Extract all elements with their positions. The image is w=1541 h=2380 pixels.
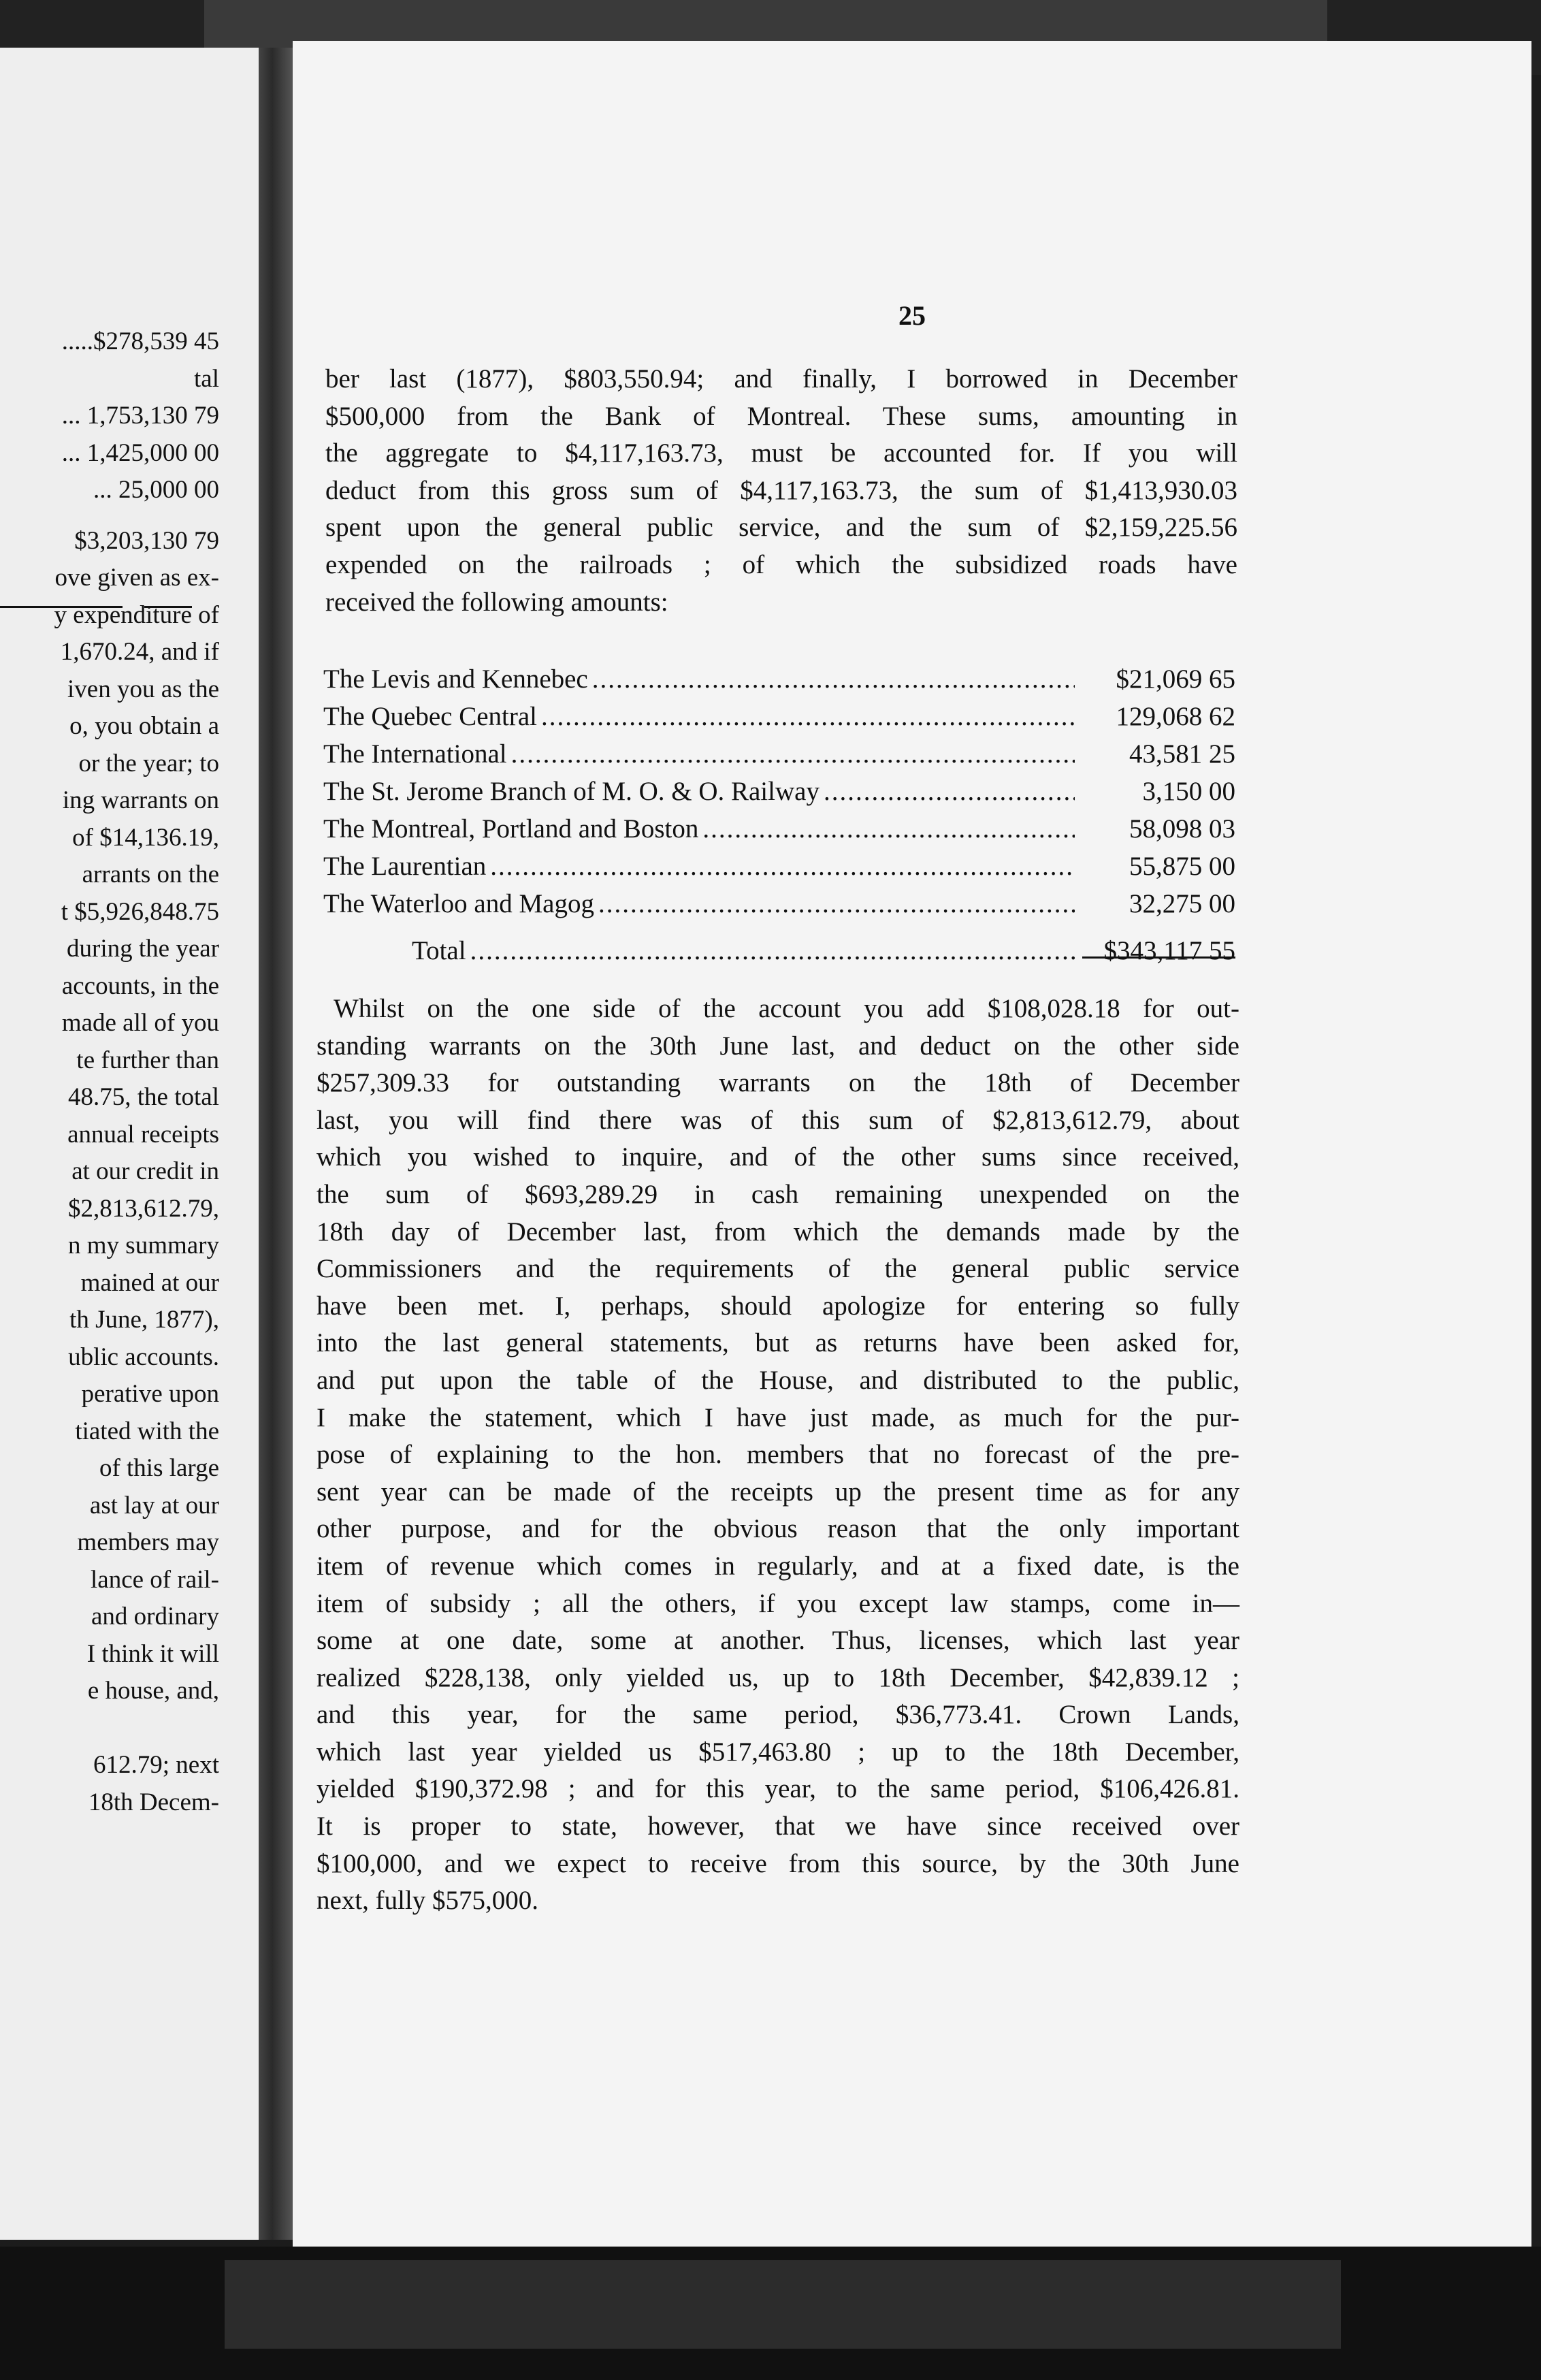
facing-page-line: tal <box>194 364 219 393</box>
facing-page-line: lance of rail- <box>91 1565 219 1594</box>
ledger-label: The St. Jerome Branch of M. O. & O. Railway <box>323 777 820 806</box>
facing-page-line: members may <box>77 1528 219 1556</box>
ledger-row <box>323 810 1235 848</box>
ledger-label: The Laurentian <box>323 852 487 881</box>
text-line: realized $228,138, only yielded us, up to 18th December, $42,839.12 ; <box>317 1662 1239 1692</box>
facing-page-line: or the year; to <box>78 749 219 777</box>
facing-page-line: mained at our <box>80 1268 219 1297</box>
facing-page-line: at our credit in <box>71 1157 219 1185</box>
facing-page-line: during the year <box>67 935 219 963</box>
ledger-row <box>323 660 1235 698</box>
ledger-row <box>323 698 1235 735</box>
facing-page-line: ... 1,425,000 00 <box>61 438 219 467</box>
facing-page-line: 1,670.24, and if <box>60 638 219 666</box>
facing-page-line: e house, and, <box>87 1677 219 1705</box>
page-number: 25 <box>898 300 926 331</box>
text-line: standing warrants on the 30th June last, and deduct on the other side <box>317 1031 1239 1061</box>
paragraph-2 <box>317 991 1239 1920</box>
facing-page-line: ove given as ex- <box>54 564 219 592</box>
ledger-label: The Montreal, Portland and Boston <box>323 814 699 843</box>
ledger-amount: 58,098 03 <box>1129 814 1235 843</box>
ledger-amount: 32,275 00 <box>1129 889 1235 918</box>
leader-dots <box>490 848 1075 885</box>
facing-page-line: .....$278,539 45 <box>61 327 219 355</box>
leader-dots <box>824 773 1075 810</box>
text-line: yielded $190,372.98 ; and for this year, to the same period, $106,426.81. <box>317 1774 1239 1804</box>
facing-page-line <box>0 1710 219 1748</box>
text-line: ber last (1877), $803,550.94; and finally, I borrowed in December <box>325 364 1237 393</box>
text-line: into the last general statements, but as returns have been asked for, <box>317 1328 1239 1358</box>
ledger-row <box>323 848 1235 885</box>
leader-dots <box>470 932 1075 969</box>
text-line: have been met. I, perhaps, should apologize for entering so fully <box>317 1291 1239 1321</box>
facing-page-line: 48.75, the total <box>68 1083 219 1111</box>
leader-dots <box>598 885 1075 922</box>
ledger-amount: 3,150 00 <box>1142 777 1235 806</box>
text-line: 18th day of December last, from which the demands made by the <box>317 1217 1239 1247</box>
facing-page-line: annual receipts <box>67 1120 219 1148</box>
sum-rule <box>0 606 123 608</box>
text-line: pose of explaining to the hon. members that no forecast of the pre- <box>317 1440 1239 1470</box>
text-line: sent year can be made of the receipts up the present time as for any <box>317 1477 1239 1507</box>
text-line: and put upon the table of the House, and distributed to the public, <box>317 1365 1239 1395</box>
facing-page-line: ublic accounts. <box>68 1342 219 1371</box>
text-line: some at one date, some at another. Thus, licenses, which last year <box>317 1626 1239 1656</box>
facing-page-line: t $5,926,848.75 <box>61 897 219 926</box>
facing-page-line: of $14,136.19, <box>72 823 219 852</box>
facing-page-line: ... 1,753,130 79 <box>61 402 219 430</box>
facing-page-line: o, you obtain a <box>69 712 219 740</box>
text-line: It is proper to state, however, that we have since received over <box>317 1812 1239 1842</box>
facing-page-line: I think it will <box>86 1639 219 1668</box>
paragraph-1 <box>325 361 1237 621</box>
facing-page-line: of this large <box>99 1454 219 1482</box>
facing-page-line: y expenditure of <box>54 600 219 629</box>
text-line: deduct from this gross sum of $4,117,163.73, the sum of $1,413,930.03 <box>325 475 1237 505</box>
text-line: which you wished to inquire, and of the other sums since received, <box>317 1142 1239 1172</box>
ledger-row <box>323 885 1235 922</box>
facing-page-left <box>0 48 259 2240</box>
text-line: last, you will find there was of this sum of $2,813,612.79, about <box>317 1105 1239 1135</box>
text-line: $100,000, and we expect to receive from this source, by the 30th June <box>317 1848 1239 1878</box>
total-amount: $343,117 55 <box>1103 936 1235 965</box>
text-line: Whilst on the one side of the account you add $108,028.18 for out- <box>334 994 1239 1023</box>
facing-page-line: perative upon <box>81 1380 219 1408</box>
text-line: and this year, for the same period, $36,773.41. Crown Lands, <box>317 1700 1239 1730</box>
scan-border-bottom <box>0 2247 1541 2380</box>
text-line: the aggregate to $4,117,163.73, must be accounted for. If you will <box>325 438 1237 468</box>
text-line: the sum of $693,289.29 in cash remaining unexpended on the <box>317 1179 1239 1209</box>
leader-dots <box>511 735 1075 773</box>
total-label: Total <box>412 936 466 965</box>
text-line: other purpose, and for the obvious reason that the only important <box>317 1514 1239 1544</box>
ledger-amount: 55,875 00 <box>1129 852 1235 881</box>
ledger-row <box>323 735 1235 773</box>
ledger-label: The Waterloo and Magog <box>323 889 594 918</box>
ledger-label: The Quebec Central <box>323 702 538 731</box>
railroad-subsidy-ledger <box>323 660 1235 969</box>
facing-page-line: te further than <box>76 1046 219 1074</box>
document-page <box>293 41 1531 2247</box>
facing-page-line: ... 25,000 00 <box>93 476 219 504</box>
facing-page-line: $2,813,612.79, <box>68 1194 219 1223</box>
ledger-amount: $21,069 65 <box>1116 664 1235 694</box>
text-line: I make the statement, which I have just made, as much for the pur- <box>317 1402 1239 1432</box>
sum-rule <box>144 606 192 608</box>
ledger-total-row <box>323 932 1235 969</box>
text-line: received the following amounts: <box>325 587 668 617</box>
text-line: which last year yielded us $517,463.80 ; up to the 18th December, <box>317 1737 1239 1767</box>
scan-edge-strip <box>225 2260 1341 2349</box>
facing-page-line: n my summary <box>68 1232 219 1259</box>
facing-page-line: made all of you <box>61 1009 219 1037</box>
leader-dots <box>702 810 1075 848</box>
facing-page-line: accounts, in the <box>61 971 219 1000</box>
facing-page-line: iven you as the <box>67 675 219 703</box>
leader-dots <box>541 698 1075 735</box>
facing-page-line: arrants on the <box>82 861 219 888</box>
facing-page-line: th June, 1877), <box>69 1306 219 1334</box>
text-line: item of revenue which comes in regularly, and at a fixed date, is the <box>317 1551 1239 1581</box>
facing-page-line: 18th Decem- <box>88 1788 219 1816</box>
text-line: $257,309.33 for outstanding warrants on the 18th of December <box>317 1068 1239 1098</box>
facing-page-line: ast lay at our <box>89 1491 219 1519</box>
ledger-amount: 129,068 62 <box>1116 702 1235 731</box>
text-line: expended on the railroads ; of which the subsidized roads have <box>325 549 1237 579</box>
text-line: $500,000 from the Bank of Montreal. These sums, amounting in <box>325 401 1237 431</box>
facing-page-line: and ordinary <box>91 1603 219 1630</box>
ledger-label: The Levis and Kennebec <box>323 664 588 694</box>
ledger-amount: 43,581 25 <box>1129 739 1235 769</box>
text-line: spent upon the general public service, and the sum of $2,159,225.56 <box>325 513 1237 543</box>
facing-page-text <box>0 323 219 1821</box>
leader-dots <box>592 660 1075 698</box>
ledger-row <box>323 773 1235 810</box>
facing-page-line: 612.79; next <box>93 1751 219 1779</box>
text-line: next, fully $575,000. <box>317 1886 539 1916</box>
book-gutter <box>259 48 293 2240</box>
text-line: Commissioners and the requirements of the general public service <box>317 1254 1239 1284</box>
facing-page-line: ing warrants on <box>62 786 219 814</box>
ledger-label: The International <box>323 739 507 769</box>
facing-page-line: tiated with the <box>75 1417 219 1445</box>
facing-page-line: $3,203,130 79 <box>74 526 219 555</box>
text-line: item of subsidy ; all the others, if you except law stamps, come in— <box>317 1588 1239 1618</box>
